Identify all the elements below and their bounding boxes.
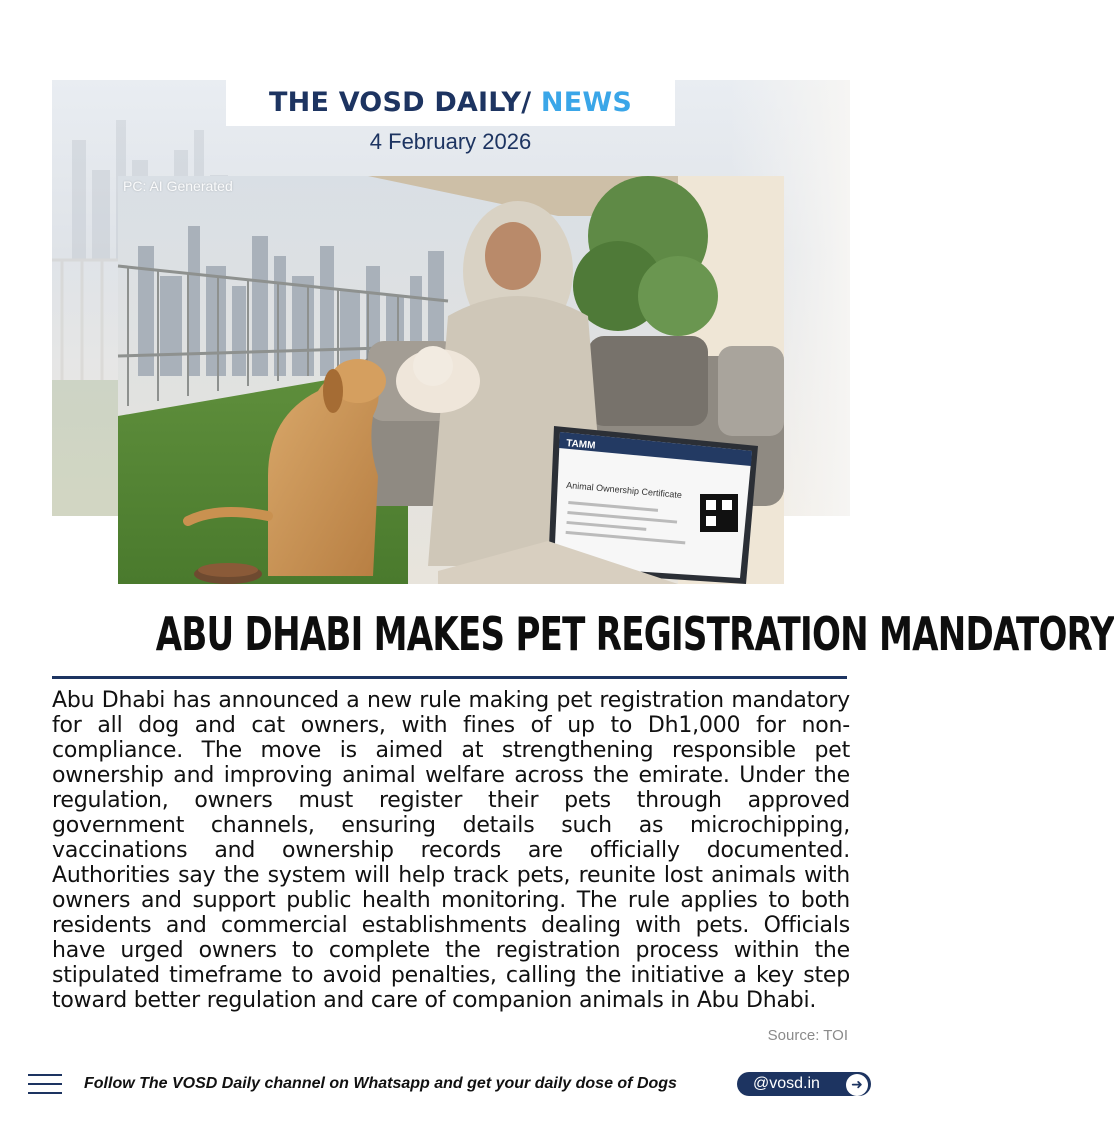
masthead-title — [269, 87, 632, 118]
arrow-right-icon[interactable]: ➜ — [846, 1074, 868, 1096]
masthead-name: THE VOSD DAILY/ — [269, 86, 532, 118]
laptop-brand: TAMM — [565, 438, 596, 452]
masthead-section: NEWS — [531, 86, 632, 118]
article-photo — [118, 176, 784, 584]
masthead-box — [226, 78, 675, 126]
laptop-heading: Animal Ownership Certificate — [565, 480, 683, 501]
publish-date: 4 February 2026 — [369, 129, 532, 154]
source-credit: Source: TOI — [767, 1027, 848, 1044]
hamburger-menu-icon[interactable] — [28, 1074, 62, 1096]
photo-credit: PC: AI Generated — [123, 178, 233, 194]
headline-divider — [52, 676, 847, 679]
social-handle: @vosd.in — [753, 1075, 820, 1092]
article-body: Abu Dhabi has announced a new rule making pet registration mandatory for all dog and cat owners, with fines of up to Dh1,000 for non-compliance. The move is aimed at strengthening responsible pet ownership and improving animal welfare across the emirate. Under the regulation, owners must register their pets through approved government channels, ensuring details such as microchipping, vaccinations and ownership records are officially documented. Authorities say the system will help track pets, reunite lost animals with owners and support public health monitoring. The rule applies to both residents and commercial establishments dealing with pets. Officials have urged owners to complete the registration process within the stipulated timeframe to avoid penalties, calling the initiative a key step toward better regulation and care of companion animals in Abu Dhabi. — [52, 688, 850, 1013]
footer-cta-text: Follow The VOSD Daily channel on Whatsapp and get your daily dose of Dogs — [84, 1075, 677, 1092]
headline: ABU DHABI MAKES PET REGISTRATION MANDATORY — [155, 607, 1114, 661]
